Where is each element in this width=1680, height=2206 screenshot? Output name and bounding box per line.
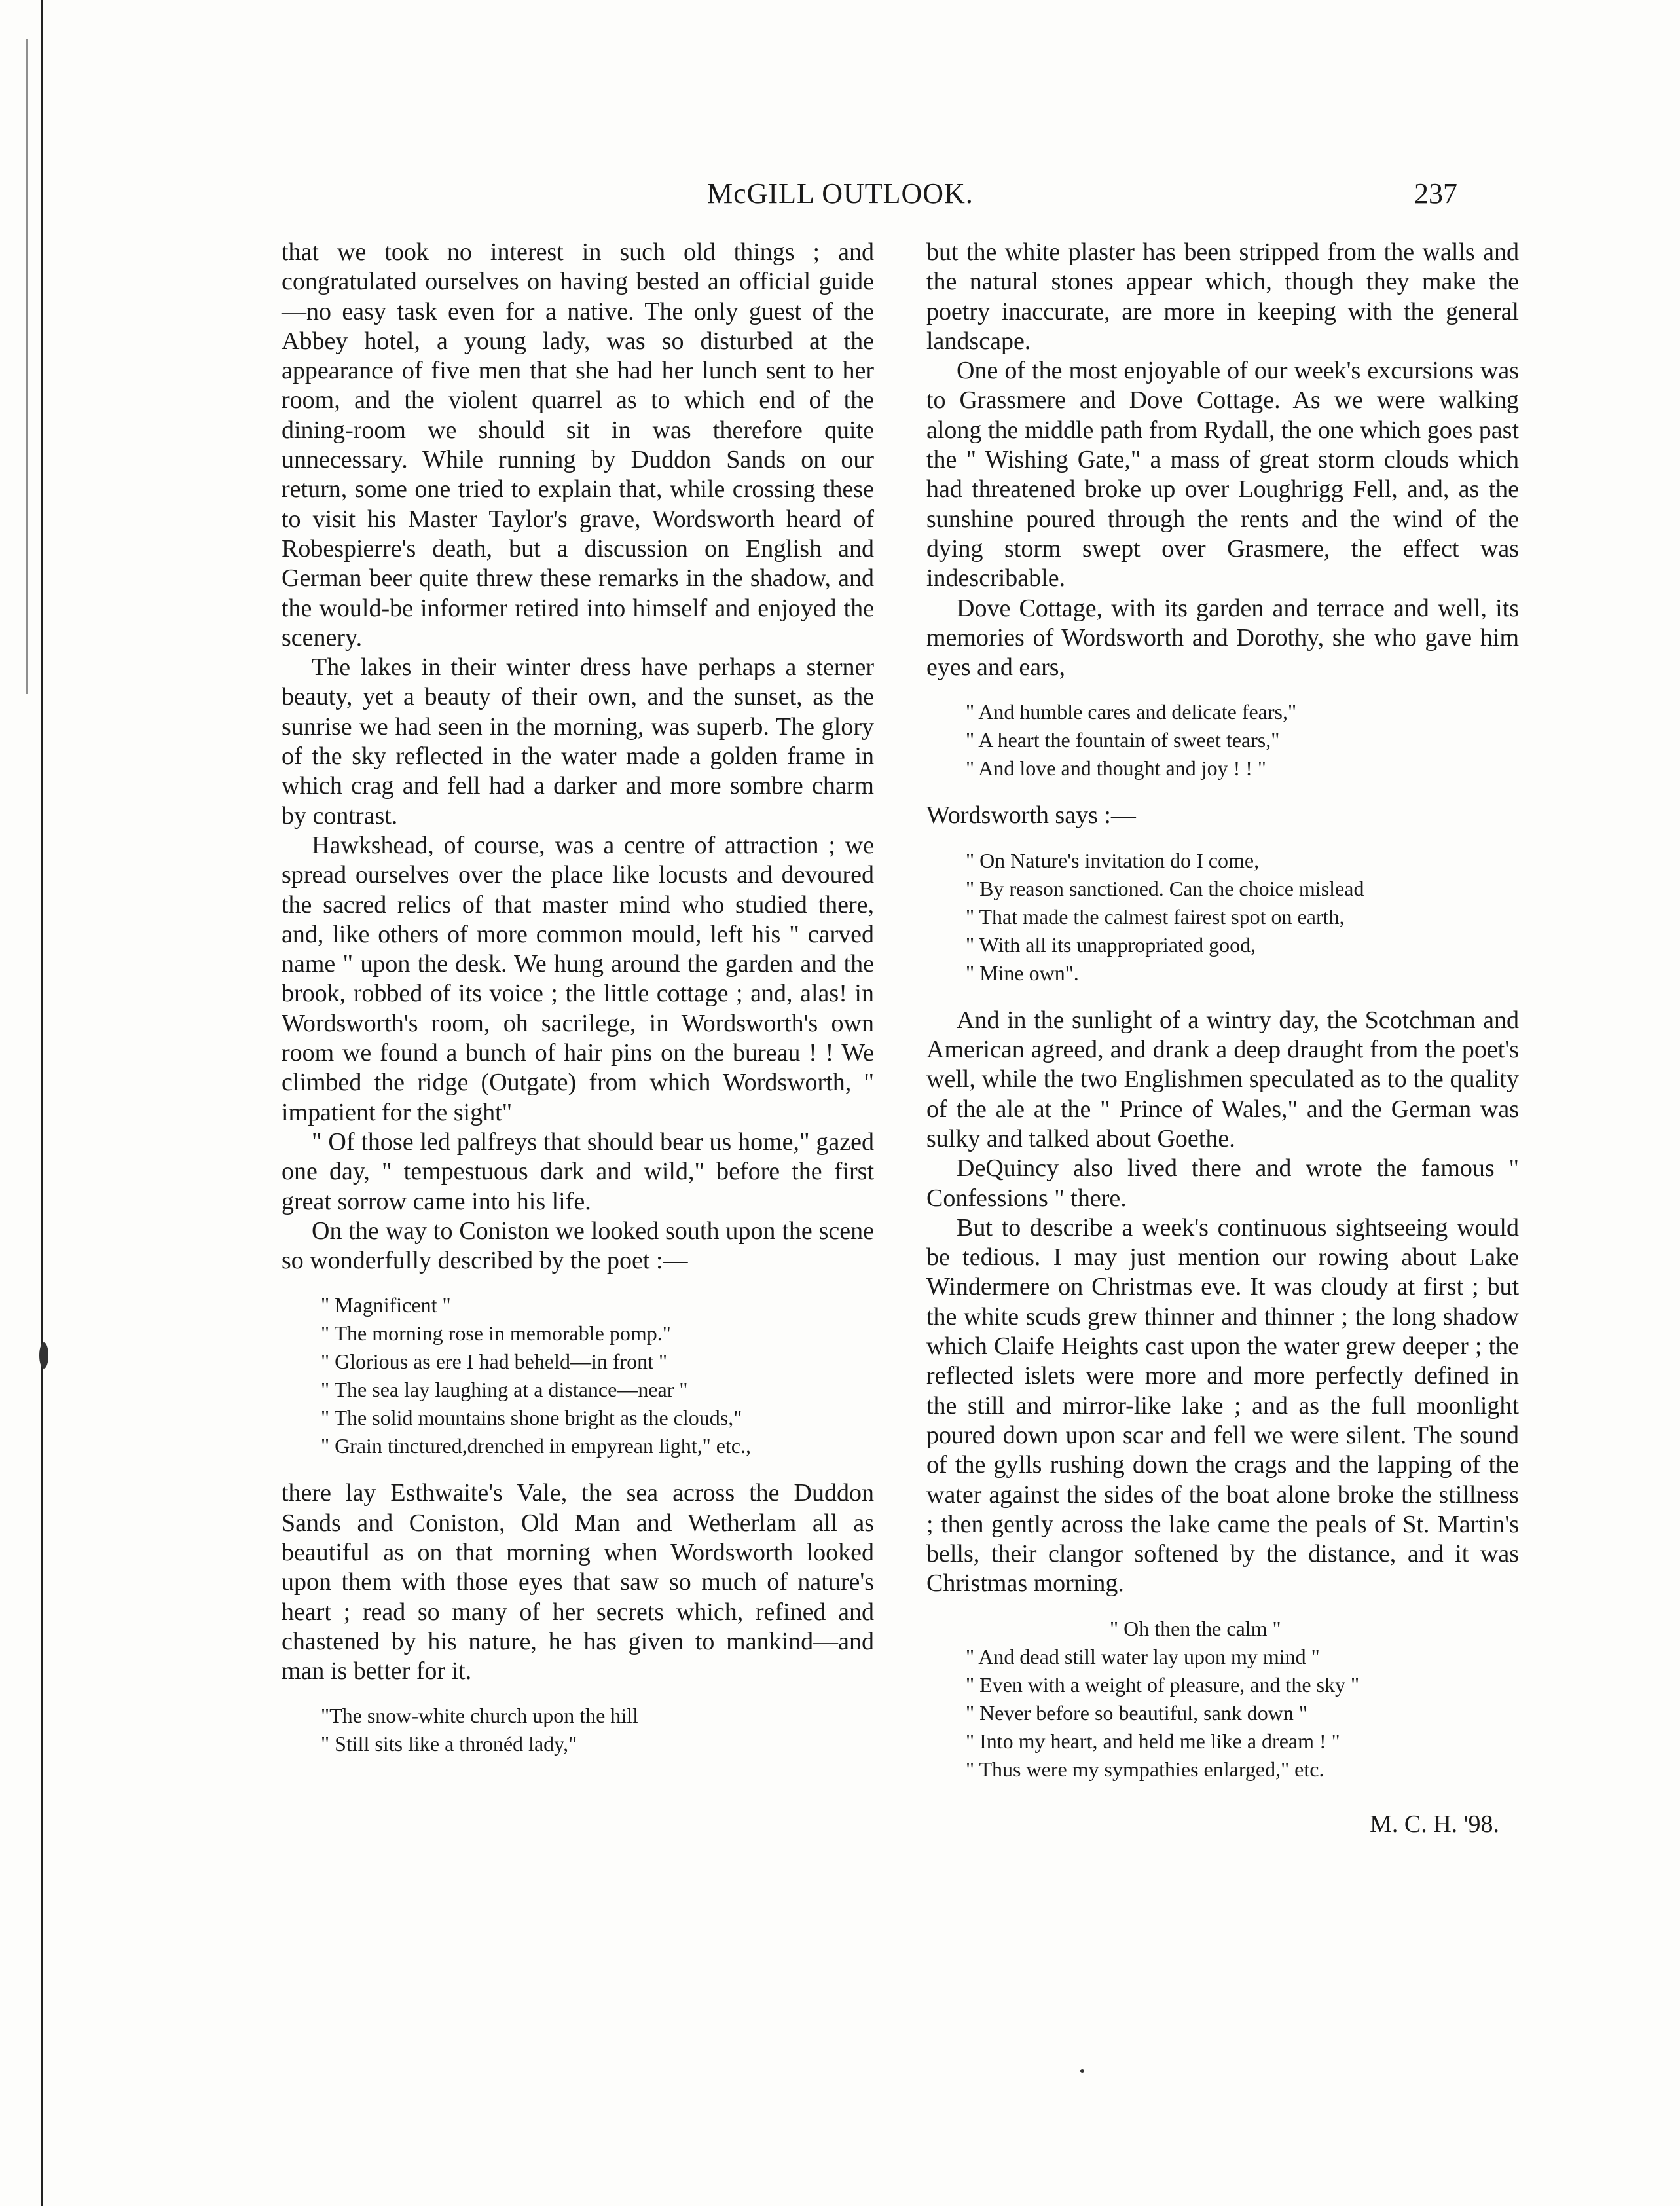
- verse-line: " With all its unappropriated good,: [966, 932, 1256, 957]
- verse-line: " And love and thought and joy ! ! ": [966, 756, 1266, 781]
- paragraph: One of the most enjoyable of our week's excursions was to Grassmere and Dove Cottage. As we were walking along the middle path from Rydall, the one which goes past the " Wishing Gate," a mass of great storm clouds which had threatened broke up over Loughrigg Fell, and, as the sunshine poured through the rents and the wind of the dying storm swept over Grasmere, the effect was indescribable.: [926, 357, 1520, 593]
- paragraph: " Of those led palfreys that should bear us home," gazed one day, " tempestuous dark and wild," before the first great sorrow came into his life.: [282, 1128, 874, 1215]
- verse-quote: [966, 847, 1519, 987]
- paragraph: Hawkshead, of course, was a centre of attraction ; we spread ourselves over the place like locusts and devoured the sacred relics of that master mind who studied there, and, like others of more common mould, left his " carved name " upon the desk. We hung around the garden and the brook, robbed of its voice ; the little cottage ; and, alas! in Wordsworth's room, oh sacrilege, in Wordsworth's own room we found a bunch of hair pins on the bureau ! ! We climbed the ridge (Outgate) from which Wordsworth, " impatient for the sight": [282, 831, 874, 1126]
- verse-line: " That made the calmest fairest spot on earth,: [966, 904, 1345, 928]
- paragraph: And in the sunlight of a wintry day, the Scotchman and American agreed, and drank a deep draught from the poet's well, while the two Englishmen speculated as to the quality of the ale at the " Prince of Wales," and the German was sulky and talked about Goethe.: [926, 1006, 1519, 1152]
- page-number: 237: [1414, 177, 1457, 210]
- verse-line: " On Nature's invitation do I come,: [966, 848, 1260, 872]
- verse-line: " Thus were my sympathies enlarged," etc.: [966, 1757, 1324, 1781]
- scan-edge-line: [41, 0, 43, 2206]
- verse-line: " Never before so beautiful, sank down ": [966, 1700, 1307, 1725]
- verse-line: " Magnificent ": [321, 1293, 451, 1317]
- verse-line: " The morning rose in memorable pomp.": [321, 1321, 671, 1346]
- verse-line: " And dead still water lay upon my mind ": [966, 1644, 1320, 1668]
- paragraph: But to describe a week's continuous sightseeing would be tedious. I may just mention our rowing about Lake Windermere on Christmas eve. It was cloudy at first ; but the white scuds grew thinner and thinner ; the long shadow which Claife Heights cast upon the water grew deeper ; the reflected islets were more and more perfectly defined in the still and mirror-like lake ; and as the full moonlight poured down upon scar and fell we were silent. The sound of the gylls rushing down the crags and the lapping of the water against the sides of the boat alone broke the stillness ; then gently across the lake came the peals of St. Martin's bells, their clangor softened by the distance, and it was Christmas morning.: [926, 1213, 1519, 1598]
- paragraph: On the way to Coniston we looked south upon the scene so wonderfully described by the poet :—: [282, 1217, 874, 1275]
- paragraph: but the white plaster has been stripped from the walls and the natural stones appear which, though they make the poetry inaccurate, are more in keeping with the general landscape.: [926, 238, 1519, 355]
- verse-line: " Glorious as ere I had beheld—in front ": [321, 1350, 668, 1374]
- verse-line: " By reason sanctioned. Can the choice mislead: [966, 876, 1364, 900]
- verse-line: " Into my heart, and held me like a dream ! ": [966, 1729, 1340, 1753]
- verse-line: " Grain tinctured,drenched in empyrean light," etc.,: [321, 1434, 751, 1458]
- verse-quote: [966, 698, 1519, 782]
- stray-ink-mark: [39, 1342, 48, 1369]
- paragraph: The lakes in their winter dress have perhaps a sterner beauty, yet a beauty of their own, and the sunset, as the sunrise we had seen in the morning, was superb. The glory of the sky reflected in the water made a golden frame in which crag and fell had a darker and more sombre charm by contrast.: [282, 653, 874, 830]
- verse-line: " Even with a weight of pleasure, and the sky ": [966, 1672, 1360, 1697]
- verse-line: " Still sits like a thronéd lady,": [321, 1732, 577, 1756]
- running-title: McGILL OUTLOOK.: [707, 177, 974, 210]
- page-header: [262, 177, 1506, 223]
- stray-ink-dot: [1080, 2069, 1084, 2073]
- paragraph: Dove Cottage, with its garden and terrace and well, its memories of Wordsworth and Dorothy, she who gave him eyes and ears,: [926, 594, 1519, 682]
- verse-line: " And humble cares and delicate fears,": [966, 700, 1297, 724]
- verse-line: " Mine own".: [966, 961, 1079, 985]
- right-column: [926, 238, 1519, 1839]
- left-column: [282, 238, 874, 1776]
- verse-line: "The snow-white church upon the hill: [321, 1704, 638, 1728]
- paragraph: there lay Esthwaite's Vale, the sea across the Duddon Sands and Coniston, Old Man and Wetherlam all as beautiful as on that morning when Wordsworth looked upon them with those eyes that saw so much of nature's heart ; read so many of her secrets which, refined and chastened by his nature, he has given to mankind—and man is better for it.: [282, 1479, 874, 1685]
- verse-quote: [321, 1291, 874, 1460]
- verse-quote: [321, 1702, 874, 1758]
- paragraph: Wordsworth says :—: [926, 801, 1136, 830]
- verse-line: " The sea lay laughing at a distance—near ": [321, 1378, 688, 1402]
- verse-line: " Oh then the calm ": [1110, 1616, 1281, 1640]
- verse-line: " The solid mountains shone bright as the clouds,": [321, 1406, 742, 1430]
- verse-line: " A heart the fountain of sweet tears,": [966, 728, 1280, 752]
- scan-edge-mark: [26, 39, 28, 694]
- verse-quote: [966, 1615, 1519, 1784]
- paragraph: that we took no interest in such old things ; and congratulated ourselves on having bested an official guide—no easy task even for a native. The only guest of the Abbey hotel, a young lady, was so disturbed at the appearance of five men that she had her lunch sent to her room, and the violent quarrel as to which end of the dining-room we should sit in was therefore quite unnecessary. While running by Duddon Sands on our return, some one tried to explain that, while crossing these to visit his Master Taylor's grave, Wordsworth heard of Robespierre's death, but a discussion on English and German beer quite threw these remarks in the shadow, and the would-be informer retired into himself and enjoyed the scenery.: [282, 238, 874, 652]
- paragraph: DeQuincy also lived there and wrote the famous " Confessions " there.: [926, 1154, 1519, 1212]
- author-signature: M. C. H. '98.: [1370, 1810, 1499, 1838]
